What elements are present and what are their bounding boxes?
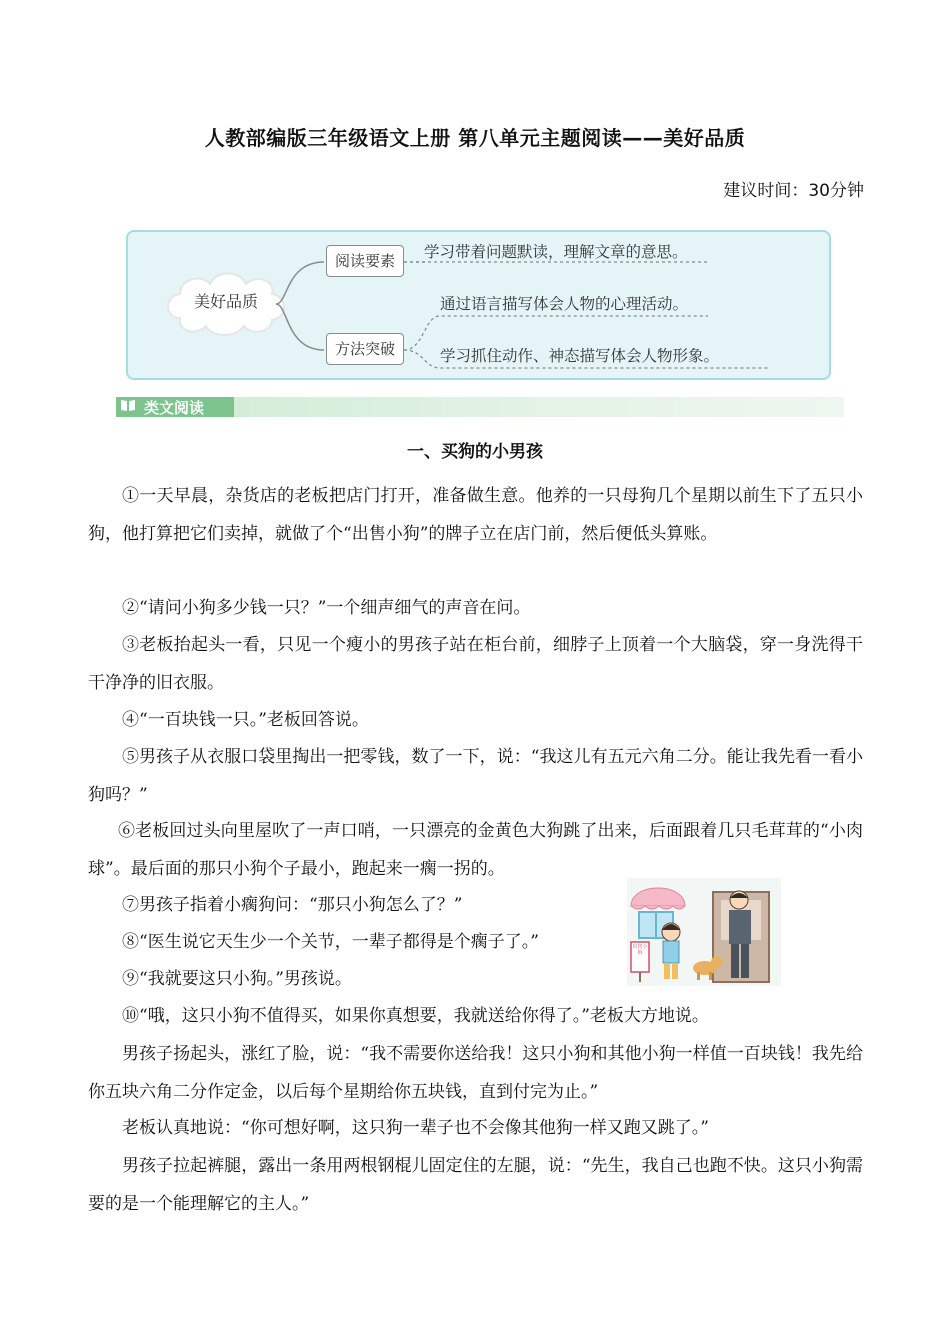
section-tag	[116, 397, 234, 417]
paragraph: ⑩“哦，这只小狗不值得买，如果你真想要，我就送给你得了。”老板大方地说。	[122, 1006, 709, 1026]
book-icon	[120, 398, 136, 416]
mind-map-branch-reading: 阅读要素	[326, 245, 404, 277]
paragraph: 男孩子扬起头，涨红了脸，说：“我不需要你送给我！这只小狗和其他小狗一样值一百块钱！我先给你五块六角二分作定金，以后每个星期给你五块钱，直到付完为止。”	[88, 1044, 863, 1102]
paragraph: ⑤男孩子从衣服口袋里掏出一把零钱，数了一下，说：“我这儿有五元六角二分。能让我先看一看小狗吗？”	[88, 747, 863, 805]
mind-map-center: 美好品质	[193, 292, 258, 311]
paragraph: ⑦男孩子指着小瘸狗问：“那只小狗怎么了？”	[122, 895, 463, 915]
mind-map	[126, 230, 831, 380]
paragraph: ①一天早晨，杂货店的老板把店门打开，准备做生意。他养的一只母狗几个星期以前生下了五只小狗，他打算把它们卖掉，就做了个“出售小狗”的牌子立在店门前，然后便低头算账。	[88, 486, 863, 544]
mind-map-leaf: 通过语言描写体会人物的心理活动。	[440, 295, 689, 313]
story-title: 一、买狗的小男孩	[407, 442, 543, 462]
suggested-time: 建议时间：30分钟	[723, 181, 864, 201]
story-illustration	[627, 878, 781, 986]
paragraph: ②“请问小狗多少钱一只？”一个细声细气的声音在问。	[122, 598, 531, 618]
paragraph: ③老板抬起头一看，只见一个瘦小的男孩子站在柜台前，细脖子上顶着一个大脑袋，穿一身洗得干干净净的旧衣服。	[88, 635, 863, 693]
mind-map-leaf: 学习抓住动作、神态描写体会人物形象。	[440, 347, 720, 365]
paragraph: ⑧“医生说它天生少一个关节，一辈子都得是个瘸子了。”	[122, 932, 539, 952]
shop-sign-text: 出售小狗	[632, 944, 648, 956]
mind-map-leaf: 学习带着问题默读，理解文章的意思。	[424, 243, 688, 261]
paragraph: ⑨“我就要这只小狗。”男孩说。	[122, 969, 352, 989]
paragraph: ⑥老板回过头向里屋吹了一声口哨，一只漂亮的金黄色大狗跳了出来，后面跟着几只毛茸茸的“小肉球”。最后面的那只小狗个子最小，跑起来一瘸一拐的。	[88, 821, 863, 879]
mind-map-branch-method: 方法突破	[326, 333, 404, 365]
paragraph: 老板认真地说：“你可想好啊，这只狗一辈子也不会像其他狗一样又跑又跳了。”	[122, 1118, 709, 1138]
paragraph: 男孩子拉起裤腿，露出一条用两根钢棍儿固定住的左腿，说：“先生，我自己也跑不快。这只小狗需要的是一个能理解它的主人。”	[88, 1156, 863, 1214]
section-tag-label: 类文阅读	[144, 398, 205, 417]
section-header	[116, 397, 844, 417]
paragraph: ④“一百块钱一只。”老板回答说。	[122, 710, 369, 730]
page-title: 人教部编版三年级语文上册 第八单元主题阅读——美好品质	[204, 126, 746, 150]
